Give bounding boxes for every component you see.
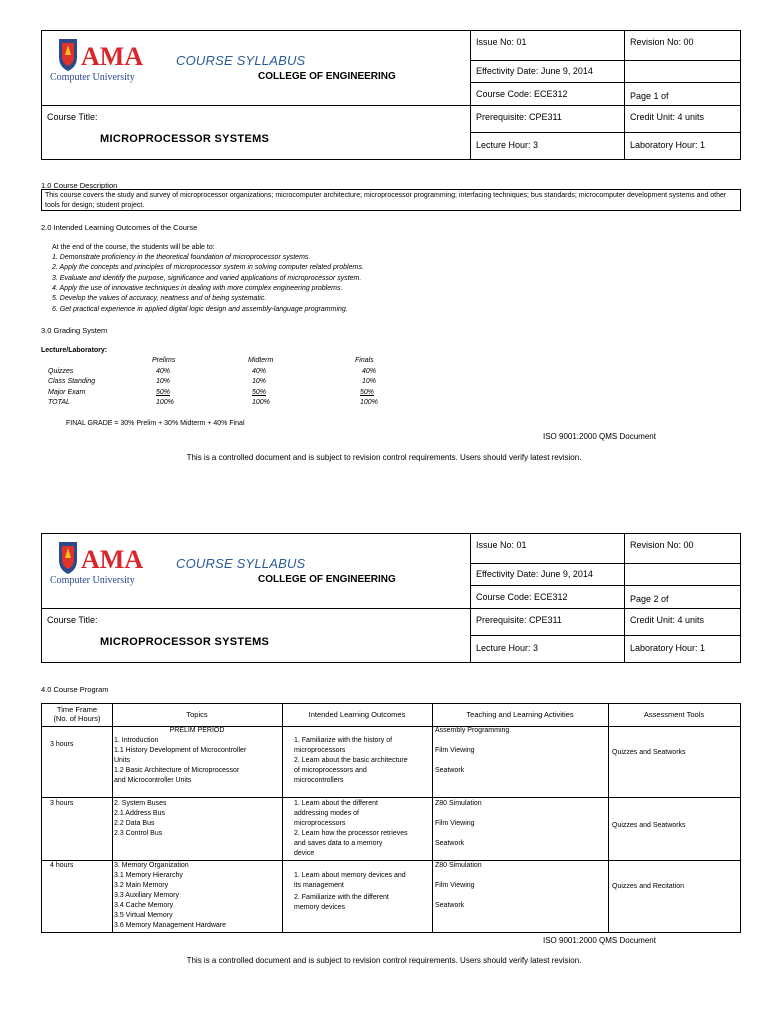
section-4-heading: 4.0 Course Program bbox=[41, 685, 109, 694]
col-header-time: Time Frame (No. of Hours) bbox=[53, 705, 101, 723]
page-number: Page 1 of bbox=[630, 91, 669, 101]
course-description-text: This course covers the study and survey of microprocessor organizations; microcomputer architecture; microprocessor programming; interfacing techniques; bus standards; microcomputer development systems and other tools for design; student project. bbox=[45, 192, 727, 209]
row-time-frame: 4 hours bbox=[50, 862, 74, 869]
course-title: MICROPROCESSOR SYSTEMS bbox=[100, 133, 270, 145]
iso-label: ISO 9001:2000 QMS Document bbox=[543, 936, 656, 945]
col-header-ilo: Intended Learning Outcomes bbox=[308, 710, 406, 719]
page-number: Page 2 of bbox=[630, 594, 669, 604]
row-ilo: 1. Learn about the different addressing modes of microprocessors 2. Learn how the processor retrieves and saves data to a memory device bbox=[294, 800, 408, 857]
logo-wordmark: AMA bbox=[81, 545, 144, 574]
grading-value: 100% bbox=[360, 399, 378, 406]
controlled-document-note: This is a controlled document and is subject to revision control requirements. Users should verify latest revision. bbox=[186, 453, 582, 462]
ilo-item: 4. Apply the use of innovative techniques in dealing with more complex engineering problems. bbox=[52, 285, 343, 292]
logo-wordmark: AMA bbox=[81, 42, 144, 71]
row-time-frame: 3 hours bbox=[50, 741, 74, 748]
credit-unit: Credit Unit: 4 units bbox=[630, 615, 705, 625]
ama-logo-icon bbox=[47, 35, 165, 83]
prelim-period-label: PRELIM PERIOD bbox=[169, 727, 225, 734]
row-tla: Z80 Simulation Film Viewing Seatwork bbox=[435, 862, 482, 909]
document-header bbox=[41, 533, 741, 663]
credit-unit: Credit Unit: 4 units bbox=[630, 112, 705, 122]
course-syllabus-title: COURSE SYLLABUS bbox=[176, 556, 306, 571]
row-assessment: Quizzes and Seatworks bbox=[612, 822, 686, 829]
prerequisite: Prerequisite: CPE311 bbox=[476, 615, 562, 625]
grading-row-label: TOTAL bbox=[48, 399, 70, 406]
course-syllabus-title: COURSE SYLLABUS bbox=[176, 53, 306, 68]
col-header-tla: Teaching and Learning Activities bbox=[466, 710, 574, 719]
row-topics: 1. Introduction 1.1 History Development of Microcontroller Units 1.2 Basic Architecture of Microprocessor and Microcontroller Units bbox=[114, 737, 247, 784]
grading-row-label: Major Exam bbox=[48, 389, 86, 396]
course-code: Course Code: ECE312 bbox=[476, 592, 568, 602]
grading-subheading: Lecture/Laboratory: bbox=[41, 347, 108, 354]
course-title-label: Course Title: bbox=[47, 615, 98, 625]
row-ilo: 1. Familiarize with the history of microprocessors 2. Learn about the basic architecture of microprocessors and microcontrollers bbox=[294, 737, 408, 784]
row-assessment: Quizzes and Seatworks bbox=[612, 749, 686, 756]
grading-value: 50% bbox=[360, 389, 375, 396]
course-description-box bbox=[41, 189, 741, 211]
ilo-item: 2. Apply the concepts and principles of microprocessor system in solving computer related problems. bbox=[52, 264, 364, 271]
grading-value: 10% bbox=[252, 378, 267, 385]
logo-subtext: Computer University bbox=[50, 72, 135, 83]
grading-value: 100% bbox=[252, 399, 270, 406]
controlled-document-note: This is a controlled document and is subject to revision control requirements. Users should verify latest revision. bbox=[186, 956, 582, 965]
laboratory-hour: Laboratory Hour: 1 bbox=[630, 140, 706, 150]
course-program-table bbox=[41, 703, 741, 933]
grading-value: 50% bbox=[156, 389, 171, 396]
row-tla: Z80 Simulation Film Viewing Seatwork bbox=[435, 800, 482, 847]
ilo-item: 5. Develop the values of accuracy, neatness and of being systematic. bbox=[52, 295, 267, 302]
grading-value: 10% bbox=[362, 378, 377, 385]
issue-no: Issue No: 01 bbox=[476, 37, 527, 47]
effectivity-date: Effectivity Date: June 9, 2014 bbox=[476, 569, 593, 579]
row-time-frame: 3 hours bbox=[50, 800, 74, 807]
grading-col-prelims: Prelims bbox=[152, 357, 176, 364]
logo-subtext: Computer University bbox=[50, 575, 135, 586]
lecture-hour: Lecture Hour: 3 bbox=[476, 140, 539, 150]
document-header bbox=[41, 30, 741, 160]
issue-no: Issue No: 01 bbox=[476, 540, 527, 550]
ilo-item: 6. Get practical experience in applied digital logic design and assembly-language programming. bbox=[52, 306, 348, 313]
ama-logo-icon bbox=[47, 538, 165, 586]
college-name: COLLEGE OF ENGINEERING bbox=[258, 574, 396, 585]
grading-value: 40% bbox=[252, 368, 267, 375]
grading-col-finals: Finals bbox=[355, 357, 374, 364]
course-title: MICROPROCESSOR SYSTEMS bbox=[100, 636, 270, 648]
grading-value: 100% bbox=[156, 399, 174, 406]
row-topics: 3. Memory Organization 3.1 Memory Hierarchy 3.2 Main Memory 3.3 Auxiliary Memory 3.4 Cache Memory 3.5 Virtual Memory 3.6 Memory Management Hardware bbox=[114, 862, 227, 929]
revision-no: Revision No: 00 bbox=[630, 37, 694, 47]
revision-no: Revision No: 00 bbox=[630, 540, 694, 550]
lecture-hour: Lecture Hour: 3 bbox=[476, 643, 539, 653]
iso-label: ISO 9001:2000 QMS Document bbox=[543, 432, 656, 441]
final-grade-formula: FINAL GRADE = 30% Prelim + 30% Midterm + 40% Final bbox=[66, 420, 245, 427]
section-1-heading: 1.0 Course Description bbox=[41, 181, 118, 190]
section-2-heading: 2.0 Intended Learning Outcomes of the Course bbox=[41, 223, 198, 232]
course-code: Course Code: ECE312 bbox=[476, 89, 568, 99]
ilo-item: 1. Demonstrate proficiency in the theoretical foundation of microprocessor systems. bbox=[52, 254, 311, 261]
col-header-assessment: Assessment Tools bbox=[643, 710, 705, 719]
laboratory-hour: Laboratory Hour: 1 bbox=[630, 643, 706, 653]
grading-row-label: Class Standing bbox=[48, 378, 96, 385]
row-tla: Assembly Programming Film Viewing Seatwork bbox=[435, 727, 510, 774]
ilo-item: 3. Evaluate and identify the purpose, significance and varied applications of microprocessor system. bbox=[52, 275, 362, 282]
row-ilo: 1. Learn about memory devices and its management 2. Familiarize with the different memory devices bbox=[294, 872, 406, 911]
grading-value: 10% bbox=[156, 378, 171, 385]
col-header-topics: Topics bbox=[186, 710, 208, 719]
grading-value: 50% bbox=[252, 389, 267, 396]
college-name: COLLEGE OF ENGINEERING bbox=[258, 71, 396, 82]
row-assessment: Quizzes and Recitation bbox=[612, 883, 684, 890]
prerequisite: Prerequisite: CPE311 bbox=[476, 112, 562, 122]
grading-col-midterm: Midterm bbox=[248, 357, 274, 364]
row-topics: 2. System Buses 2.1 Address Bus 2.2 Data Bus 2.3 Control Bus bbox=[114, 800, 167, 837]
effectivity-date: Effectivity Date: June 9, 2014 bbox=[476, 66, 593, 76]
grading-row-label: Quizzes bbox=[48, 368, 74, 375]
ilo-intro: At the end of the course, the students will be able to: bbox=[52, 244, 215, 251]
section-3-heading: 3.0 Grading System bbox=[41, 326, 108, 335]
course-title-label: Course Title: bbox=[47, 112, 98, 122]
grading-value: 40% bbox=[362, 368, 377, 375]
grading-value: 40% bbox=[156, 368, 171, 375]
